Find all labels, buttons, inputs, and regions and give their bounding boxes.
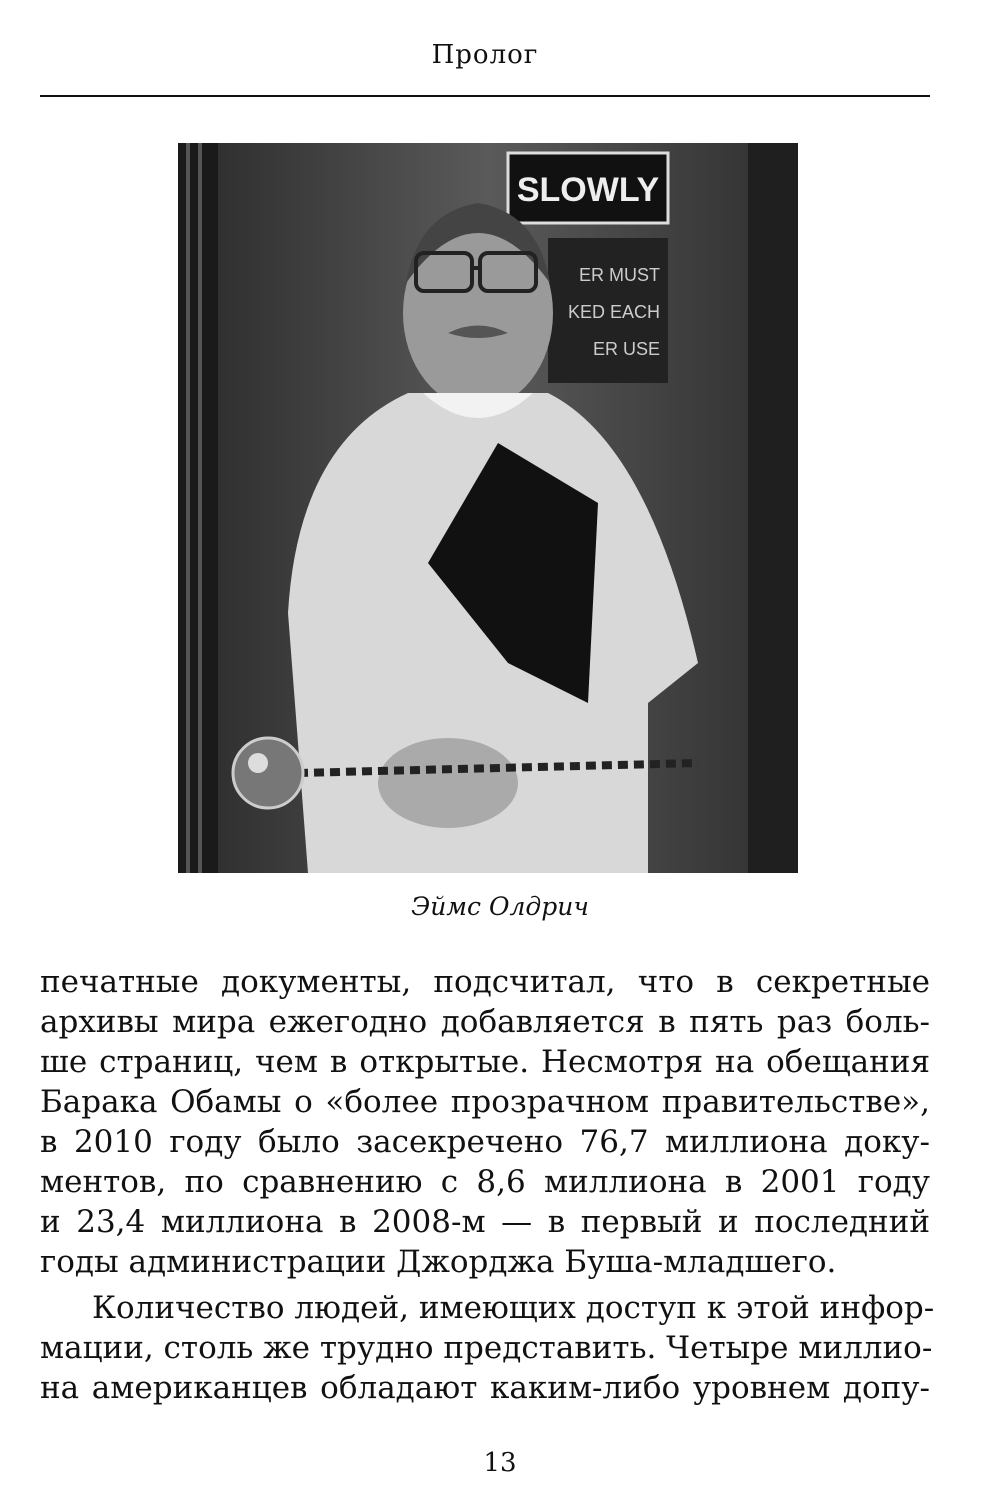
text-line: и 23,4 миллиона в 2008-м — в первый и последний bbox=[40, 1204, 930, 1240]
page-number: 13 bbox=[483, 1448, 517, 1478]
text-line: Барака Обамы о «более прозрачном правительстве», bbox=[40, 1084, 930, 1120]
body-text bbox=[40, 962, 935, 1408]
notice-line-3: ER USE bbox=[592, 339, 660, 359]
notice-line-1: ER MUST bbox=[579, 265, 660, 285]
text-line: Количество людей, имеющих доступ к этой инфор- bbox=[92, 1290, 935, 1326]
text-line: годы администрации Джорджа Буша-младшего. bbox=[40, 1244, 837, 1280]
sign-text: SLOWLY bbox=[516, 171, 660, 209]
text-line: на американцев обладают каким-либо уровнем допу- bbox=[40, 1370, 930, 1406]
notice-line-2: KED EACH bbox=[567, 302, 660, 322]
text-line: мации, столь же трудно представить. Четыре миллио- bbox=[40, 1330, 933, 1366]
photo-caption: Эймс Олдрич bbox=[411, 892, 589, 921]
text-line: архивы мира ежегодно добавляется в пять раз боль- bbox=[40, 1004, 930, 1040]
text-line: в 2010 году было засекречено 76,7 миллиона доку- bbox=[40, 1124, 930, 1160]
text-line: ментов, по сравнению с 8,6 миллиона в 2001 году bbox=[40, 1164, 930, 1200]
photo-aldrich-ames bbox=[178, 143, 798, 873]
paragraph-2 bbox=[40, 1288, 935, 1408]
text-line: ше страниц, чем в открытые. Несмотря на обещания bbox=[40, 1044, 930, 1080]
paragraph-1 bbox=[40, 962, 930, 1282]
running-header: Пролог bbox=[431, 40, 539, 70]
text-line: печатные документы, подсчитал, что в секретные bbox=[40, 964, 930, 1000]
header-rule bbox=[40, 95, 930, 97]
